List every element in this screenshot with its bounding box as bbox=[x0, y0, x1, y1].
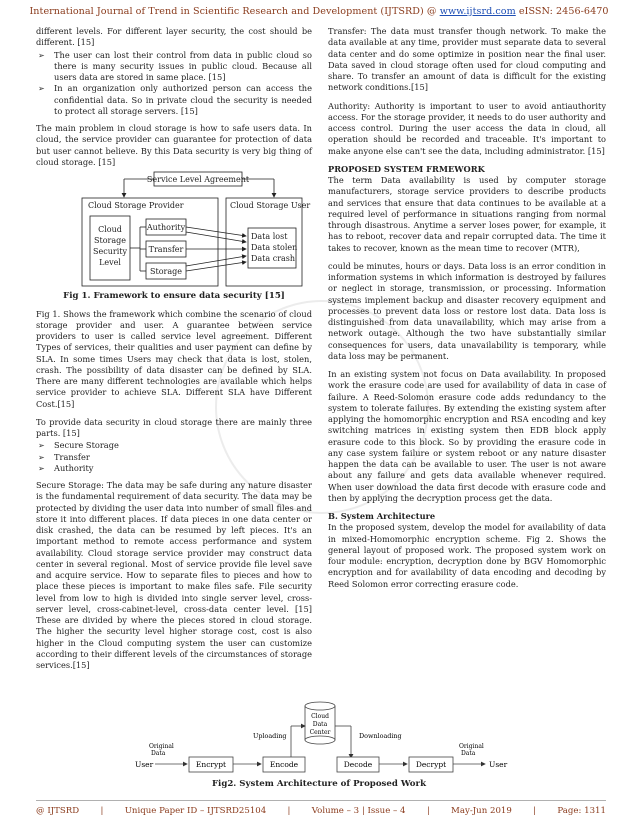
authority-paragraph: Authority: Authority is important to user to avoid antiauthority access. For the storage provider, it needs to do user authority and access control. During the user access the data in cloud, all operation should be recorded and traceable. It's important to make anyone else can't see the data, including administrator. [15] bbox=[328, 100, 606, 156]
page-footer bbox=[36, 806, 606, 816]
original-data-left: Data bbox=[151, 750, 166, 757]
security-level-line: Storage bbox=[94, 236, 126, 245]
proposed-paragraph: The term Data availability is used by computer storage manufacturers, storage service providers to describe products and services that ensure that data continues to be available at a required level of performance in situations ranging from normal through disastrous. Anytime a server loses power, for example, it has to reboot, recover data and repair corrupted data. The time it takes to recover, known as the mean time to recover (MTR), bbox=[328, 175, 606, 253]
left-column bbox=[36, 26, 312, 678]
user-left-label: User bbox=[135, 760, 154, 769]
journal-url-link[interactable]: www.ijtsrd.com bbox=[439, 6, 516, 17]
footer-separator: | bbox=[100, 806, 104, 816]
transfer-paragraph: Transfer: The data must transfer though network. To make the data available at any time, provider must separate data to several data center and do some optimize in position near the final user. Data saved in cloud storage often used for cloud computing and share. To transfer an amount of data is difficult for the existing network conditions.[15] bbox=[328, 26, 606, 93]
fig1-caption: Fig 1. Framework to ensure data security [15] bbox=[63, 291, 285, 302]
footer-paper-id: Unique Paper ID – IJTSRD25104 bbox=[124, 806, 267, 816]
provider-label: Cloud Storage Provider bbox=[88, 201, 184, 210]
list-item: ➢ Secure Storage bbox=[54, 440, 312, 451]
encode-box: Encode bbox=[269, 760, 299, 769]
downloading-label: Downloading bbox=[359, 732, 402, 740]
section-heading-architecture: B. System Architecture bbox=[328, 511, 436, 521]
transfer-box: Transfer bbox=[148, 245, 184, 254]
outcome-line: Data crash bbox=[251, 254, 296, 263]
journal-name: International Journal of Trend in Scientific Research and Development (IJTSRD) @ bbox=[29, 6, 440, 17]
list-item: ➢ The user can lost their control from data in public cloud so there is many security issues in public cloud. Because all users data are stored in same place. [15] bbox=[54, 50, 312, 84]
list-item: ➢ In an organization only authorized person can access the confidential data. So in private cloud the security is needed to protect all storage servers. [15] bbox=[54, 83, 312, 117]
footer-volume: Volume – 3 | Issue – 4 bbox=[311, 806, 406, 816]
footer-date: May-Jun 2019 bbox=[451, 806, 512, 816]
decrypt-box: Decrypt bbox=[415, 760, 447, 769]
journal-header bbox=[0, 6, 638, 17]
sla-label: Service Level Agreement bbox=[146, 175, 250, 184]
security-level-line: Security bbox=[93, 247, 127, 256]
architecture-paragraph: In the proposed system, develop the model for availability of data in mixed-Homomorphic encryption scheme. Fig 2. Shows the general layout of proposed work. The proposed system work on four module: encryption, decryption done by BGV Homomorphic encryption and for availability of data encoding and decoding by Reed Solomon error correcting erasure code. bbox=[328, 522, 606, 589]
footer-separator: | bbox=[287, 806, 291, 816]
fig2-caption: Fig2. System Architecture of Proposed Work bbox=[211, 779, 427, 789]
existing-system-paragraph: In an existing system not focus on Data availability. In proposed work the erasure code are used for availability of data in case of failure. A Reed-Solomon erasure code adds redundancy to the system to tolerate failures. By extending the existing system after applying the homomorphic encryption and RSA encoding and key switching matrices in existing system then EDB block apply erasure code to this block. So by providing the erasure code in any case system failure or system reboot or any nature disaster happen the data can be available to user. The user is not aware about any failure and gets data available whenever required. When user download the data first decode with erasure code and then by applying the decryption process get the data. bbox=[328, 369, 606, 503]
footer-page: Page: 1311 bbox=[557, 806, 606, 816]
original-data-right: Data bbox=[461, 750, 476, 757]
problem-paragraph: The main problem in cloud storage is how to safe users data. In cloud, the service provider can guarantee for protection of data but user cannot believe. By this Data security is very big thing of cloud storage. [15] bbox=[36, 123, 312, 167]
list-item: ➢ Authority bbox=[54, 463, 312, 474]
footer-divider bbox=[36, 800, 606, 801]
uploading-label: Uploading bbox=[253, 732, 287, 740]
footer-separator: | bbox=[533, 806, 537, 816]
intro-paragraph: different levels. For different layer security, the cost should be different. [15] bbox=[36, 26, 312, 48]
cloud-line: Data bbox=[312, 721, 328, 728]
footer-site: @ IJTSRD bbox=[36, 806, 80, 816]
data-loss-paragraph: could be minutes, hours or days. Data loss is an error condition in information systems in which information is destroyed by failures or neglect in storage, transmission, or processing. Information systems implement backup and disaster recovery equipment and processes to prevent data loss or restore lost data. Data loss is distinguished from data unavailability, which may arise from a network outage. Although the two have substantially similar consequences for users, data unavailability is temporary, while data loss may be permanent. bbox=[328, 260, 606, 361]
list-item: ➢ Transfer bbox=[54, 452, 312, 463]
fig2-architecture-diagram bbox=[115, 700, 525, 778]
secure-storage-paragraph: Secure Storage: The data may be safe during any nature disaster is the fundamental requirement of data security. The data may be protected by dividing the user data into number of small files and store it into different places. If data pieces in one data center or disk crashed, the data can be resumed by left pieces. It's an important method to remote access performance and system availability. Cloud storage service provider may construct data center in several regional. Most of service provide file level save and acquire service. How to separate files to pieces and how to place these pieces is important to make files safe. File security level from low to high is divided into single server level, cross-server level, cross-cabinet-level, cross-data center level. [15] These are divided by where the pieces stored in cloud storage. The higher the security level higher storage cost, cost is also higher in the Cloud computing system the user can customize according to their different levels of the circumstances of storage services.[15] bbox=[36, 480, 312, 670]
footer-separator: | bbox=[426, 806, 430, 816]
encrypt-box: Encrypt bbox=[195, 760, 227, 769]
cloud-line: Cloud bbox=[311, 713, 329, 720]
user-right-label: User bbox=[489, 760, 508, 769]
original-data-right: Original bbox=[459, 743, 484, 750]
user-label: Cloud Storage User bbox=[230, 201, 311, 210]
outcome-line: Data lost bbox=[251, 232, 288, 241]
security-level-line: Level bbox=[99, 258, 121, 267]
cloud-line: Center bbox=[309, 729, 331, 736]
cloud-security-bullets bbox=[36, 50, 312, 118]
original-data-left: Original bbox=[149, 743, 174, 750]
fig1-framework-diagram bbox=[36, 170, 312, 288]
security-level-line: Cloud bbox=[98, 225, 122, 234]
journal-issn: eISSN: 2456-6470 bbox=[515, 6, 609, 17]
storage-box: Storage bbox=[150, 267, 182, 276]
decode-box: Decode bbox=[343, 760, 373, 769]
three-parts-bullets bbox=[36, 440, 312, 474]
fig1-paragraph: Fig 1. Shows the framework which combine the scenario of cloud storage provider and user. A guarantee between service providers to user is called service level agreement. Different Types of services, their qualities and user payment can define by SLA. In some times Users may check that data is lost, stolen, crash. The possibility of data disaster can be defined by SLA. There are many different technologies are available which helps service provider to achieve SLA. Different SLA have Different Cost.[15] bbox=[36, 308, 312, 409]
authority-box: Authority bbox=[146, 223, 186, 232]
right-column bbox=[328, 26, 606, 597]
section-heading-proposed: PROPOSED SYSTEM FRMEWORK bbox=[328, 163, 485, 174]
three-parts-paragraph: To provide data security in cloud storage there are mainly three parts. [15] bbox=[36, 416, 312, 438]
outcome-line: Data stolen bbox=[251, 243, 298, 252]
